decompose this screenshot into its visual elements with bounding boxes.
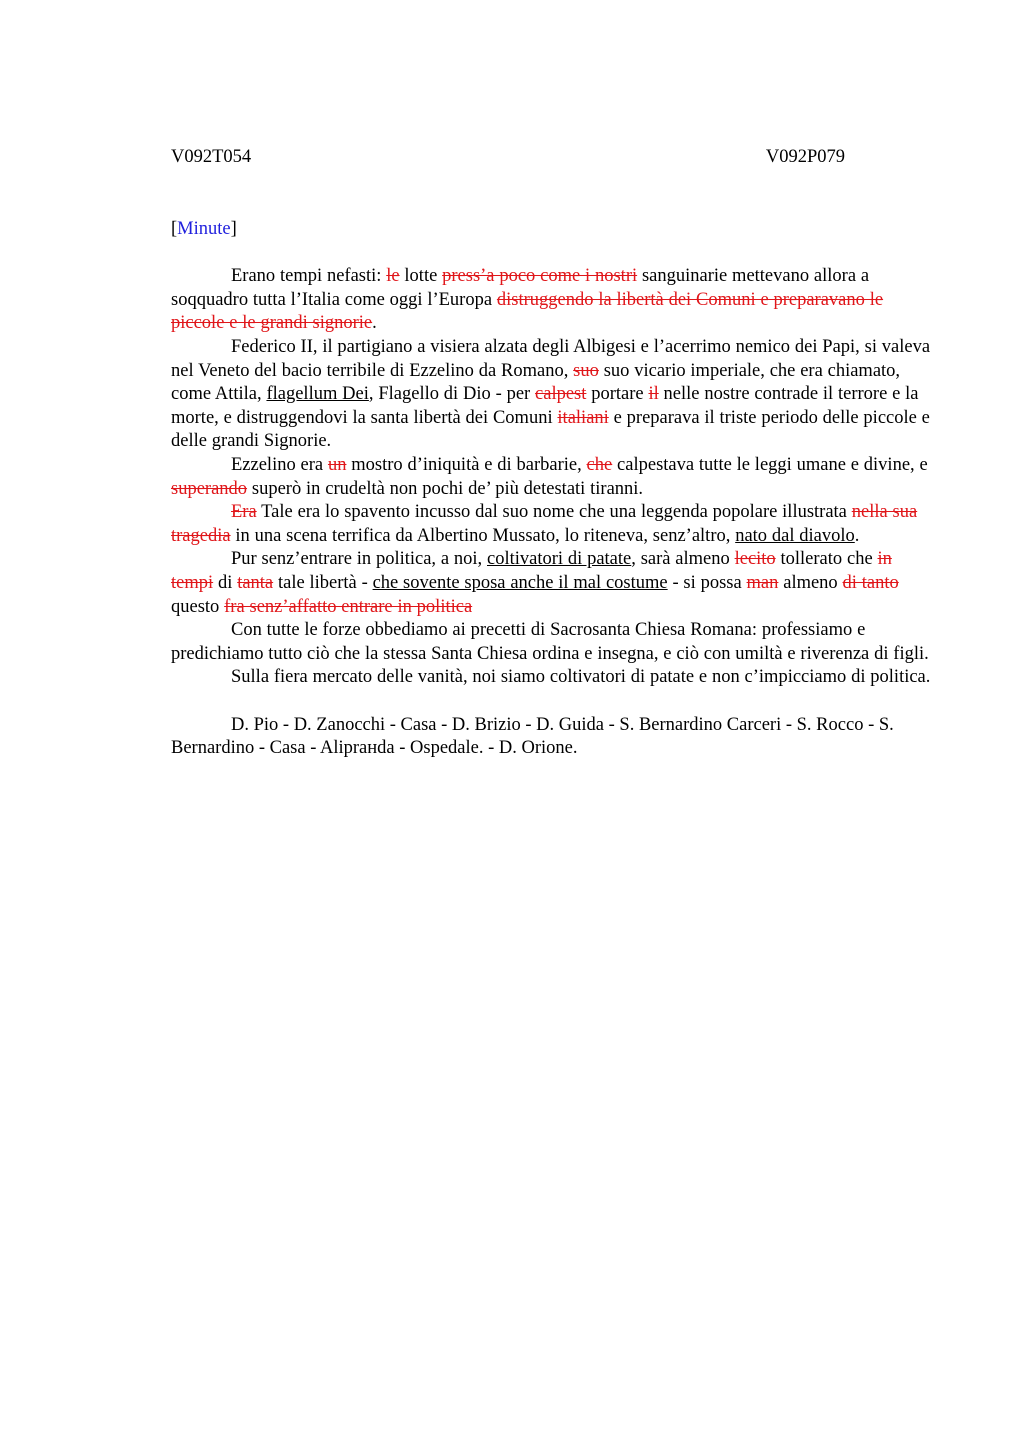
text-run: tale libertà - (273, 572, 373, 593)
text-run: e preparava il triste periodo delle piccole e delle grandi Signorie. (171, 407, 930, 452)
deleted-text: press’a poco come i nostri (442, 266, 638, 287)
text-run: mostro d’iniquità e di barbarie, (346, 454, 587, 475)
text-run: Erano tempi nefasti: (231, 266, 387, 287)
paragraph-7 (171, 666, 931, 690)
deleted-text: man (746, 572, 779, 593)
text-run: sanguinarie mettevano allora a soqquadro tutta l’Italia come oggi l’Europa (171, 266, 870, 310)
paragraph-4 (171, 501, 931, 548)
close-bracket: ] (230, 218, 237, 239)
text-run: Con tutte le forze obbediamo ai precetti di Sacrosanta Chiesa Romana: professiamo e predichiamo tutto ciò che la stessa Santa Chiesa ordina e insegna, e ciò con umiltà e riverenza di figli. (171, 620, 929, 664)
text-run: Tale era lo spavento incusso dal suo nome che una leggenda popolare illustrata (256, 502, 852, 523)
paragraph-2 (171, 336, 931, 454)
text-run: suo vicario imperiale, che era chiamato, come Attila, (171, 360, 901, 405)
text-run: , sarà almeno (631, 549, 735, 570)
names-list (171, 714, 931, 761)
section-label (171, 218, 931, 242)
text-run: Sulla fiera mercato delle vanità, noi siamo coltivatori di patate e non c’impicciamo di politica. (231, 667, 931, 688)
deleted-text: che (586, 454, 613, 475)
section-label-text: Minute (177, 218, 231, 239)
underlined-text: che sovente sposa anche il mal costume (372, 572, 668, 593)
text-run: . (854, 525, 860, 546)
deleted-text: calpest (535, 384, 587, 405)
right-document-code: V092P079 (765, 147, 845, 167)
text-run: , Flagello di Dio - per (368, 384, 536, 405)
deleted-text: nella sua tragedia (171, 502, 918, 546)
paragraph-6 (171, 619, 931, 666)
deleted-text: tanta (237, 572, 274, 593)
names-line: D. Pio - D. Zanocchi - Casa - D. Brizio - D. Guida - S. Bernardino Carceri - S. Rocco - S. Bernardino - Casa - Aliprанda - Ospedale. - D. Orione. (171, 714, 894, 759)
text-run: Ezzelino era (231, 454, 328, 475)
text-run: Federico II, il partigiano a visiera alzata degli Albigesi e l’acerrimo nemico dei Papi, si valeva nel Veneto del bacio terribile di Ezzelino da Romano, (171, 336, 931, 381)
underlined-text: nato dal diavolo (735, 525, 855, 546)
deleted-text: fra senz’affatto entrare in politica (224, 596, 473, 617)
deleted-text: distruggendo la libertà dei Comuni e preparavano le piccole e le grandi signorie (171, 289, 884, 334)
paragraph-3 (171, 454, 931, 501)
deleted-text: superando (171, 478, 248, 499)
paragraph-1 (171, 265, 931, 336)
text-run: . (372, 313, 377, 334)
deleted-text: di tanto (842, 572, 899, 593)
deleted-text: lecito (734, 549, 776, 570)
text-run: Pur senz’entrare in politica, a noi, (231, 549, 487, 570)
text-run: tollerato che (775, 549, 878, 570)
deleted-text: in tempi (171, 549, 892, 593)
deleted-text: il (648, 384, 659, 405)
text-run: questo (171, 596, 225, 617)
text-run: superò in crudeltà non pochi de’ più detestati tiranni. (247, 478, 644, 499)
text-run: - si possa (667, 572, 747, 593)
deleted-text: un (327, 454, 347, 475)
underlined-text: coltivatori di patate (487, 549, 632, 570)
text-run: lotte (399, 266, 443, 287)
text-run: portare (586, 384, 649, 405)
text-run: calpestava tutte le leggi umane e divine, e (612, 454, 928, 475)
document-body (171, 265, 931, 690)
deleted-text: italiani (557, 407, 609, 428)
open-bracket: [ (171, 218, 178, 239)
left-document-code: V092T054 (171, 147, 252, 167)
paragraph-5 (171, 548, 931, 619)
text-run: nelle nostre contrade il terrore e la morte, e distruggendovi la santa libertà dei Comuni (171, 384, 919, 428)
text-run: di (213, 572, 238, 593)
text-run: almeno (778, 572, 843, 593)
deleted-text: suo (573, 360, 599, 381)
underlined-text: flagellum Dei (266, 384, 369, 405)
document-header (171, 146, 845, 170)
deleted-text: le (386, 266, 400, 287)
deleted-text: Era (231, 502, 257, 523)
text-run: in una scena terrifica da Albertino Mussato, lo riteneva, senz’altro, (230, 525, 736, 546)
document-page (171, 146, 931, 761)
